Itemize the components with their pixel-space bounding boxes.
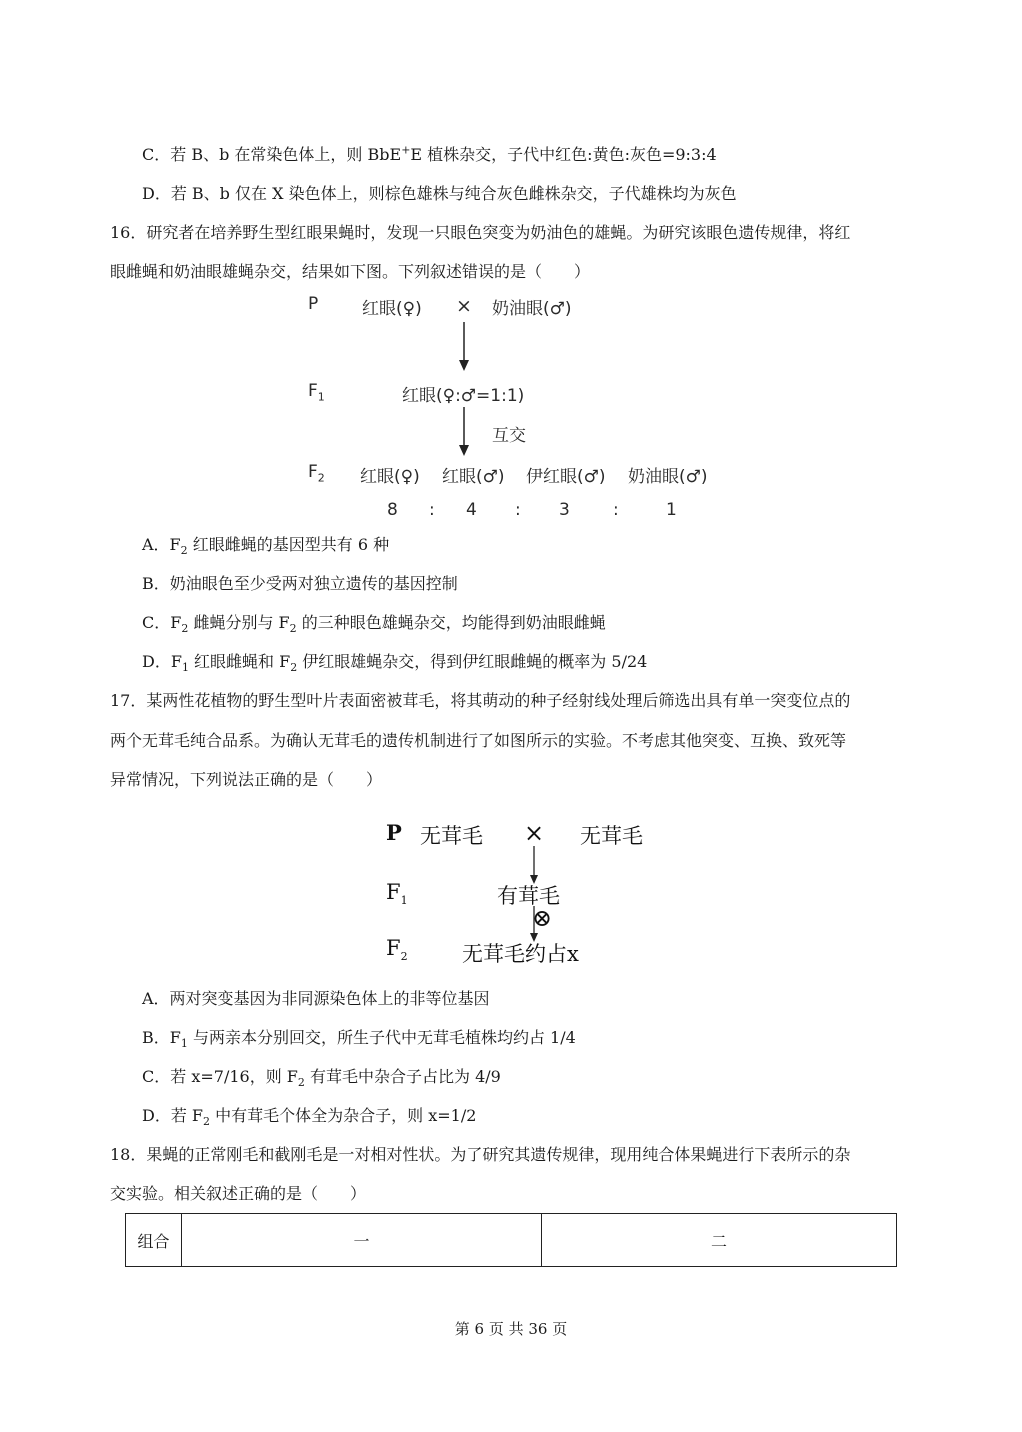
q16-f2-phenotype: 红眼(♂)	[442, 467, 505, 487]
q17-f1-label: $F_1$	[386, 880, 408, 908]
q17-p-label: P	[386, 820, 402, 845]
q16-cross-symbol: ×	[456, 295, 472, 317]
q17-stem-line2: 两个无茸毛纯合品系。为确认无茸毛的遗传机制进行了如图所示的实验。不考虑其他突变、互换、致死等	[110, 731, 847, 750]
q16-option-b: B．奶油眼色至少受两对独立遗传的基因控制	[142, 574, 458, 593]
q17-p-left: 无茸毛	[420, 824, 483, 848]
q16-option-d: D．$F_1$ 红眼雌蝇和 $F_2$ 伊红眼雄蝇杂交，得到伊红眼雌蝇的概率为 5/24	[142, 652, 648, 675]
q17-option-b: B．$F_1$ 与两亲本分别回交，所生子代中无茸毛植株均约占 1/4	[142, 1028, 576, 1051]
q16-ratio-value: 4	[466, 500, 477, 520]
q18-stem-line2: 交实验。相关叙述正确的是（ ）	[110, 1184, 367, 1203]
q16-p-label: P	[308, 294, 319, 314]
q16-arrow-1	[455, 322, 473, 372]
table-header-cell: 组合	[126, 1214, 182, 1267]
q16-option-a: A．$F_2$ 红眼雌蝇的基因型共有 6 种	[142, 535, 390, 558]
q17-option-a: A．两对突变基因为非同源染色体上的非等位基因	[142, 989, 490, 1008]
q18-table	[125, 1213, 897, 1267]
q16-ratio-sep: :	[515, 500, 521, 520]
q16-f2-phenotype: 奶油眼(♂)	[628, 467, 708, 487]
q16-f1-label: $F_1$	[308, 381, 325, 404]
q16-option-c: C．$F_2$ 雌蝇分别与 $F_2$ 的三种眼色雄蝇杂交，均能得到奶油眼雌蝇	[142, 613, 606, 636]
q16-ratio-value: 1	[666, 500, 677, 520]
q17-option-c: C．若 x=7/16，则 $F_2$ 有茸毛中杂合子占比为 4/9	[142, 1067, 501, 1090]
q17-stem-line3: 异常情况，下列说法正确的是（ ）	[110, 770, 383, 789]
q16-stem-line1: 16．研究者在培养野生型红眼果蝇时，发现一只眼色突变为奶油色的雄蝇。为研究该眼色遗传规律，将红	[110, 223, 851, 242]
q16-arrow-2	[455, 407, 473, 457]
q17-option-d: D．若 $F_2$ 中有茸毛个体全为杂合子，则 x=1/2	[142, 1106, 477, 1129]
q16-f2-label: $F_2$	[308, 462, 325, 485]
q18-stem-line1: 18．果蝇的正常刚毛和截刚毛是一对相对性状。为了研究其遗传规律，现用纯合体果蝇进行下表所示的杂	[110, 1145, 851, 1164]
q16-ratio-value: 8	[387, 500, 398, 520]
q17-f2-label: $F_2$	[386, 936, 408, 964]
q16-p-female: 红眼(♀)	[362, 299, 422, 319]
q17-p-right: 无茸毛	[580, 824, 643, 848]
q16-f2-phenotype: 伊红眼(♂)	[526, 467, 606, 487]
q15-option-c: C．若 B、b 在常染色体上，则 BbE+E 植株杂交，子代中红色:黄色:灰色=9:3:4	[142, 143, 717, 164]
table-header-cell: 二	[542, 1214, 897, 1267]
q16-ratio-sep: :	[429, 500, 435, 520]
page-footer: 第 6 页 共 36 页	[454, 1320, 568, 1338]
q15-option-d: D．若 B、b 仅在 X 染色体上，则棕色雄株与纯合灰色雌株杂交，子代雄株均为灰色	[142, 184, 737, 203]
table-row	[126, 1214, 897, 1267]
q17-f2-phenotype: 无茸毛约占x	[462, 942, 579, 966]
q17-f1-phenotype: 有茸毛	[497, 884, 560, 908]
q16-ratio-value: 3	[559, 500, 570, 520]
q16-mutual-cross-label: 互交	[492, 426, 526, 446]
q16-f1-phenotype: 红眼(♀:♂=1:1)	[402, 386, 525, 406]
q17-stem-line1: 17．某两性花植物的野生型叶片表面密被茸毛，将其萌动的种子经射线处理后筛选出具有单一突变位点的	[110, 691, 851, 710]
table-header-cell: 一	[182, 1214, 542, 1267]
q16-p-male: 奶油眼(♂)	[492, 299, 572, 319]
q16-ratio-sep: :	[613, 500, 619, 520]
selfing-icon: ⊗	[532, 904, 553, 932]
q17-cross-symbol: ×	[524, 819, 545, 847]
q16-stem-line2: 眼雌蝇和奶油眼雄蝇杂交，结果如下图。下列叙述错误的是（ ）	[110, 262, 591, 281]
q16-f2-phenotype: 红眼(♀)	[360, 467, 420, 487]
